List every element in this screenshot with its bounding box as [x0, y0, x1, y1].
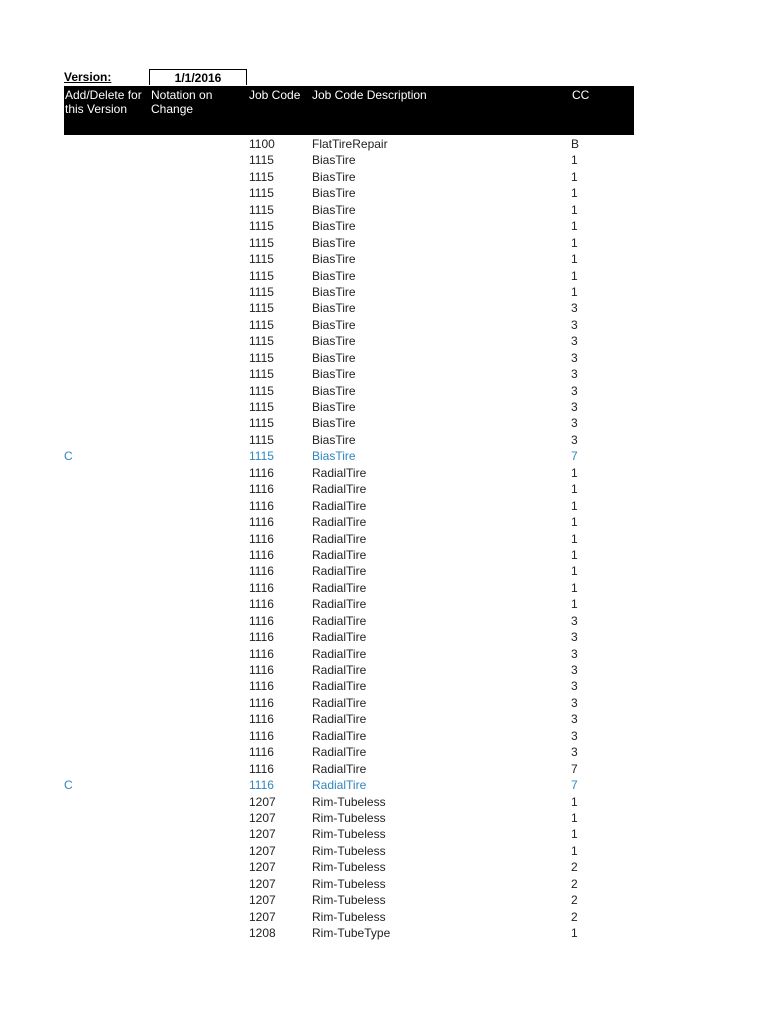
cell-job-code-description[interactable]: Rim-Tubeless: [312, 810, 386, 825]
table-row: [0, 350, 768, 366]
cell-cc[interactable]: 1: [571, 597, 578, 612]
cell-cc[interactable]: 7: [571, 449, 578, 464]
table-row: [0, 826, 768, 842]
cell-job-code-description[interactable]: RadialTire: [312, 515, 367, 530]
cell-job-code-description[interactable]: RadialTire: [312, 613, 367, 628]
cell-cc[interactable]: 1: [571, 810, 578, 825]
table-row: [0, 646, 768, 662]
table-row: [0, 531, 768, 547]
cell-job-code[interactable]: 1116: [249, 597, 274, 612]
cell-job-code-description[interactable]: RadialTire: [312, 695, 367, 710]
cell-job-code-description[interactable]: RadialTire: [312, 745, 367, 760]
cell-job-code-description[interactable]: Rim-Tubeless: [312, 909, 386, 924]
cell-job-code-description[interactable]: RadialTire: [312, 679, 367, 694]
cell-job-code-description[interactable]: Rim-Tubeless: [312, 843, 386, 858]
cell-job-code[interactable]: 1115: [249, 334, 274, 349]
cell-job-code-description[interactable]: BiasTire: [312, 235, 356, 250]
cell-cc[interactable]: 1: [571, 515, 578, 530]
table-header: [64, 86, 634, 135]
cell-cc[interactable]: 3: [571, 745, 578, 760]
cell-cc[interactable]: 2: [571, 909, 578, 924]
cell-cc[interactable]: 3: [571, 383, 578, 398]
cell-job-code-description[interactable]: Rim-Tubeless: [312, 876, 386, 891]
cell-job-code[interactable]: 1207: [249, 794, 276, 809]
cell-job-code[interactable]: 1116: [249, 646, 274, 661]
cell-job-code-description[interactable]: RadialTire: [312, 728, 367, 743]
cell-job-code-description[interactable]: RadialTire: [312, 778, 367, 793]
header-job-code-description[interactable]: Job Code Description: [312, 88, 427, 102]
cell-job-code-description[interactable]: BiasTire: [312, 416, 356, 431]
table-row: [0, 383, 768, 399]
cell-cc[interactable]: 3: [571, 728, 578, 743]
cell-job-code[interactable]: 1116: [249, 679, 274, 694]
table-body: [0, 136, 768, 941]
table-row: [0, 892, 768, 908]
table-row: [0, 547, 768, 563]
cell-job-code[interactable]: 1115: [249, 169, 274, 184]
cell-cc[interactable]: 3: [571, 712, 578, 727]
cell-cc[interactable]: 3: [571, 350, 578, 365]
header-add-delete[interactable]: Add/Delete for this Version: [65, 88, 142, 116]
cell-job-code[interactable]: 1115: [249, 268, 274, 283]
cell-cc[interactable]: 1: [571, 827, 578, 842]
cell-job-code-description[interactable]: BiasTire: [312, 350, 356, 365]
cell-job-code[interactable]: 1115: [249, 301, 274, 316]
cell-job-code[interactable]: 1116: [249, 498, 274, 513]
cell-job-code[interactable]: 1116: [249, 695, 274, 710]
cell-job-code[interactable]: 1207: [249, 827, 276, 842]
cell-cc[interactable]: 1: [571, 843, 578, 858]
table-row: [0, 925, 768, 941]
cell-job-code[interactable]: 1116: [249, 761, 274, 776]
table-row: [0, 366, 768, 382]
cell-cc[interactable]: 3: [571, 630, 578, 645]
cell-job-code[interactable]: 1100: [249, 137, 275, 151]
cell-job-code[interactable]: 1116: [249, 613, 274, 628]
cell-job-code[interactable]: 1116: [249, 745, 274, 760]
cell-job-code[interactable]: 1115: [249, 449, 274, 464]
cell-job-code[interactable]: 1116: [249, 630, 274, 645]
table-row: [0, 563, 768, 579]
table-row: [0, 333, 768, 349]
cell-cc[interactable]: 3: [571, 301, 578, 316]
cell-cc[interactable]: 1: [571, 926, 578, 940]
table-row: [0, 761, 768, 777]
cell-job-code-description[interactable]: BiasTire: [312, 268, 356, 283]
header-cc[interactable]: CC: [572, 88, 590, 102]
cell-cc[interactable]: 1: [571, 498, 578, 513]
cell-job-code[interactable]: 1116: [249, 465, 274, 480]
table-row: [0, 859, 768, 875]
cell-job-code[interactable]: 1115: [249, 186, 274, 201]
cell-add-delete[interactable]: C: [64, 778, 73, 793]
cell-job-code-description[interactable]: RadialTire: [312, 630, 367, 645]
cell-job-code-description[interactable]: BiasTire: [312, 169, 356, 184]
cell-job-code[interactable]: 1116: [249, 580, 274, 595]
cell-job-code-description[interactable]: RadialTire: [312, 761, 367, 776]
cell-job-code[interactable]: 1116: [249, 547, 274, 562]
cell-cc[interactable]: 1: [571, 794, 578, 809]
cell-job-code-description[interactable]: Rim-Tubeless: [312, 794, 386, 809]
cell-cc[interactable]: 1: [571, 219, 578, 234]
cell-job-code-description[interactable]: RadialTire: [312, 712, 367, 727]
table-row: [0, 202, 768, 218]
cell-job-code[interactable]: 1207: [249, 909, 276, 924]
cell-job-code-description[interactable]: FlatTireRepair: [312, 137, 388, 151]
table-row: [0, 399, 768, 415]
cell-job-code-description[interactable]: RadialTire: [312, 597, 367, 612]
cell-job-code-description[interactable]: BiasTire: [312, 301, 356, 316]
table-row: [0, 678, 768, 694]
cell-job-code[interactable]: 1115: [249, 252, 274, 267]
cell-job-code-description[interactable]: RadialTire: [312, 498, 367, 513]
cell-job-code[interactable]: 1115: [249, 219, 274, 234]
cell-job-code[interactable]: 1207: [249, 893, 276, 908]
cell-job-code[interactable]: 1207: [249, 876, 276, 891]
cell-job-code[interactable]: 1207: [249, 810, 276, 825]
cell-cc[interactable]: 3: [571, 317, 578, 332]
cell-job-code[interactable]: 1207: [249, 843, 276, 858]
cell-job-code-description[interactable]: BiasTire: [312, 284, 356, 299]
cell-job-code[interactable]: 1115: [249, 202, 274, 217]
table-row: [0, 695, 768, 711]
cell-cc[interactable]: 1: [571, 235, 578, 250]
cell-job-code[interactable]: 1115: [249, 317, 274, 332]
cell-job-code-description[interactable]: Rim-Tubeless: [312, 827, 386, 842]
table-row: [0, 662, 768, 678]
table-row: [0, 580, 768, 596]
table-row: [0, 514, 768, 530]
cell-job-code[interactable]: 1115: [249, 383, 274, 398]
cell-cc[interactable]: 1: [571, 580, 578, 595]
cell-job-code-description[interactable]: RadialTire: [312, 465, 367, 480]
cell-cc[interactable]: 3: [571, 334, 578, 349]
cell-job-code-description[interactable]: BiasTire: [312, 449, 356, 464]
cell-cc[interactable]: 1: [571, 564, 578, 579]
cell-job-code-description[interactable]: Rim-Tubeless: [312, 860, 386, 875]
cell-job-code[interactable]: 1116: [249, 531, 274, 546]
table-row: [0, 284, 768, 300]
table-row: [0, 596, 768, 612]
table-row: [0, 481, 768, 497]
cell-cc[interactable]: 3: [571, 432, 578, 447]
cell-job-code[interactable]: 1115: [249, 235, 274, 250]
cell-job-code-description[interactable]: BiasTire: [312, 432, 356, 447]
table-row: [0, 415, 768, 431]
table-row: [0, 810, 768, 826]
cell-job-code-description[interactable]: RadialTire: [312, 531, 367, 546]
cell-job-code-description[interactable]: BiasTire: [312, 219, 356, 234]
cell-job-code-description[interactable]: Rim-Tubeless: [312, 893, 386, 908]
cell-job-code-description[interactable]: BiasTire: [312, 186, 356, 201]
cell-job-code-description[interactable]: RadialTire: [312, 564, 367, 579]
cell-job-code-description[interactable]: RadialTire: [312, 663, 367, 677]
cell-cc[interactable]: 3: [571, 663, 578, 677]
cell-job-code[interactable]: 1115: [249, 400, 274, 414]
cell-job-code[interactable]: 1116: [249, 778, 274, 793]
table-row: [0, 909, 768, 925]
table-row: [0, 300, 768, 316]
header-notation[interactable]: Notation on Change: [151, 88, 213, 116]
table-row: [0, 218, 768, 234]
table-row: [0, 876, 768, 892]
table-row: [0, 728, 768, 744]
cell-job-code-description[interactable]: BiasTire: [312, 367, 356, 382]
cell-job-code-description[interactable]: BiasTire: [312, 317, 356, 332]
cell-cc[interactable]: 1: [571, 531, 578, 546]
cell-cc[interactable]: 7: [571, 778, 578, 793]
cell-cc[interactable]: 1: [571, 252, 578, 267]
cell-job-code[interactable]: 1116: [249, 515, 274, 530]
cell-cc[interactable]: B: [571, 137, 580, 151]
table-row: [0, 185, 768, 201]
cell-job-code-description[interactable]: RadialTire: [312, 482, 367, 497]
cell-cc[interactable]: 1: [571, 465, 578, 480]
cell-cc[interactable]: 3: [571, 367, 578, 382]
cell-job-code[interactable]: 1116: [249, 663, 274, 677]
version-value-cell[interactable]: 1/1/2016: [149, 69, 247, 85]
cell-job-code-description[interactable]: RadialTire: [312, 646, 367, 661]
table-row: [0, 465, 768, 481]
table-row: [0, 794, 768, 810]
cell-job-code-description[interactable]: BiasTire: [312, 383, 356, 398]
cell-cc[interactable]: 3: [571, 646, 578, 661]
table-row: [0, 613, 768, 629]
cell-job-code[interactable]: 1115: [249, 416, 274, 431]
cell-job-code[interactable]: 1207: [249, 860, 276, 875]
cell-job-code[interactable]: 1116: [249, 712, 274, 727]
cell-job-code-description[interactable]: BiasTire: [312, 334, 356, 349]
cell-job-code[interactable]: 1116: [249, 482, 274, 497]
cell-job-code[interactable]: 1115: [249, 284, 274, 299]
cell-job-code[interactable]: 1116: [249, 728, 274, 743]
table-row: [0, 432, 768, 448]
cell-cc[interactable]: 1: [571, 153, 578, 168]
cell-cc[interactable]: 3: [571, 679, 578, 694]
table-row: [0, 711, 768, 727]
cell-job-code-description[interactable]: RadialTire: [312, 580, 367, 595]
cell-job-code[interactable]: 1116: [249, 564, 274, 579]
cell-add-delete[interactable]: C: [64, 449, 73, 464]
table-row: [0, 235, 768, 251]
table-row: [0, 152, 768, 168]
cell-cc[interactable]: 7: [571, 761, 578, 776]
table-row: [0, 251, 768, 267]
table-row: [0, 744, 768, 760]
table-row: [0, 777, 768, 793]
cell-cc[interactable]: 3: [571, 613, 578, 628]
version-label: Version:: [64, 70, 112, 84]
cell-job-code-description[interactable]: BiasTire: [312, 400, 356, 414]
table-row: [0, 629, 768, 645]
cell-cc[interactable]: 1: [571, 268, 578, 283]
cell-cc[interactable]: 2: [571, 876, 578, 891]
cell-cc[interactable]: 1: [571, 186, 578, 201]
table-row: [0, 317, 768, 333]
table-row: [0, 448, 768, 464]
cell-cc[interactable]: 3: [571, 695, 578, 710]
cell-job-code-description[interactable]: BiasTire: [312, 202, 356, 217]
cell-job-code-description[interactable]: BiasTire: [312, 153, 356, 168]
cell-cc[interactable]: 1: [571, 284, 578, 299]
table-row: [0, 136, 768, 152]
cell-job-code-description[interactable]: Rim-TubeType: [312, 926, 391, 940]
cell-cc[interactable]: 3: [571, 416, 578, 431]
cell-job-code[interactable]: 1115: [249, 153, 274, 168]
version-row: [64, 69, 248, 86]
cell-job-code[interactable]: 1115: [249, 350, 274, 365]
cell-job-code-description[interactable]: BiasTire: [312, 252, 356, 267]
cell-cc[interactable]: 2: [571, 893, 578, 908]
cell-job-code[interactable]: 1115: [249, 432, 274, 447]
cell-job-code[interactable]: 1115: [249, 367, 274, 382]
cell-cc[interactable]: 2: [571, 860, 578, 875]
cell-cc[interactable]: 1: [571, 547, 578, 562]
table-row: [0, 169, 768, 185]
cell-cc[interactable]: 1: [571, 202, 578, 217]
header-job-code[interactable]: Job Code: [249, 88, 301, 102]
cell-job-code-description[interactable]: RadialTire: [312, 547, 367, 562]
cell-cc[interactable]: 1: [571, 482, 578, 497]
table-row: [0, 843, 768, 859]
table-row: [0, 498, 768, 514]
cell-job-code[interactable]: 1208: [249, 926, 276, 940]
cell-cc[interactable]: 1: [571, 169, 578, 184]
table-row: [0, 268, 768, 284]
cell-cc[interactable]: 3: [571, 400, 578, 414]
